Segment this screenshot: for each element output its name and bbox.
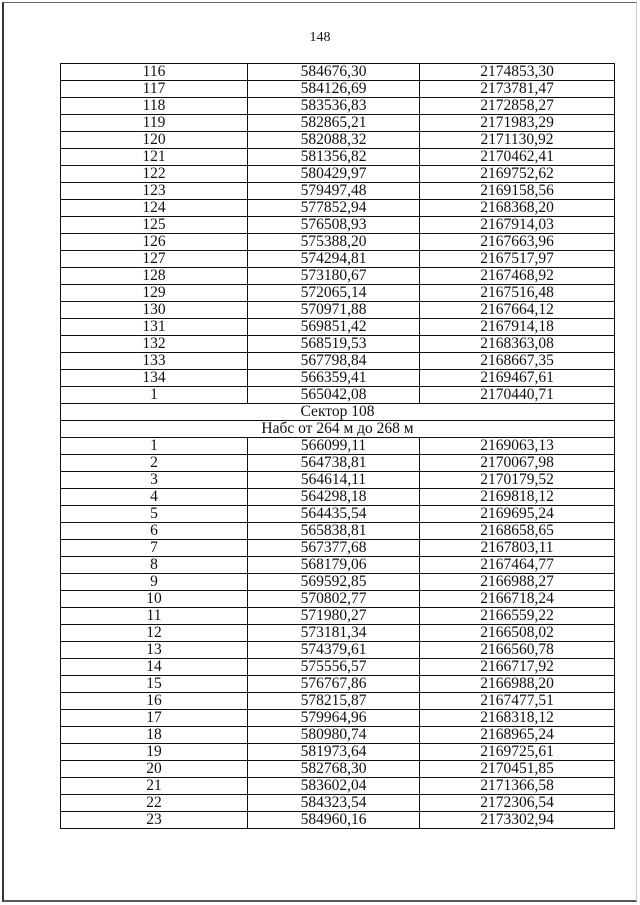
y-coordinate-cell: 2170067,98 <box>420 455 615 472</box>
x-coordinate-cell: 579964,96 <box>248 710 420 727</box>
table-row <box>61 98 615 115</box>
y-coordinate-cell: 2167914,18 <box>420 319 615 336</box>
table-row <box>61 438 615 455</box>
point-number-cell: 10 <box>61 591 248 608</box>
table-row <box>61 574 615 591</box>
y-coordinate-cell: 2167664,12 <box>420 302 615 319</box>
table-row <box>61 183 615 200</box>
point-number-cell: 14 <box>61 659 248 676</box>
y-coordinate-cell: 2167517,97 <box>420 251 615 268</box>
table-row <box>61 676 615 693</box>
point-number-cell: 120 <box>61 132 248 149</box>
page-number: 148 <box>309 30 331 45</box>
x-coordinate-cell: 564298,18 <box>248 489 420 506</box>
table-row <box>61 557 615 574</box>
table-row <box>61 353 615 370</box>
point-number-cell: 124 <box>61 200 248 217</box>
x-coordinate-cell: 570971,88 <box>248 302 420 319</box>
y-coordinate-cell: 2169818,12 <box>420 489 615 506</box>
table-row <box>61 795 615 812</box>
point-number-cell: 17 <box>61 710 248 727</box>
point-number-cell: 9 <box>61 574 248 591</box>
y-coordinate-cell: 2167914,03 <box>420 217 615 234</box>
x-coordinate-cell: 580429,97 <box>248 166 420 183</box>
table-row <box>61 710 615 727</box>
y-coordinate-cell: 2168363,08 <box>420 336 615 353</box>
point-number-cell: 127 <box>61 251 248 268</box>
y-coordinate-cell: 2167477,51 <box>420 693 615 710</box>
y-coordinate-cell: 2167464,77 <box>420 557 615 574</box>
table-body-before-sector <box>61 64 615 404</box>
point-number-cell: 2 <box>61 455 248 472</box>
point-number-cell: 129 <box>61 285 248 302</box>
table-row <box>61 608 615 625</box>
point-number-cell: 6 <box>61 523 248 540</box>
table-row <box>61 64 615 81</box>
point-number-cell: 18 <box>61 727 248 744</box>
y-coordinate-cell: 2167516,48 <box>420 285 615 302</box>
table-row <box>61 659 615 676</box>
y-coordinate-cell: 2170179,52 <box>420 472 615 489</box>
point-number-cell: 128 <box>61 268 248 285</box>
y-coordinate-cell: 2168368,20 <box>420 200 615 217</box>
table-row <box>61 387 615 404</box>
point-number-cell: 130 <box>61 302 248 319</box>
point-number-cell: 3 <box>61 472 248 489</box>
y-coordinate-cell: 2170462,41 <box>420 149 615 166</box>
point-number-cell: 126 <box>61 234 248 251</box>
x-coordinate-cell: 584126,69 <box>248 81 420 98</box>
x-coordinate-cell: 583536,83 <box>248 98 420 115</box>
table-row <box>61 81 615 98</box>
x-coordinate-cell: 567798,84 <box>248 353 420 370</box>
y-coordinate-cell: 2166717,92 <box>420 659 615 676</box>
x-coordinate-cell: 582088,32 <box>248 132 420 149</box>
y-coordinate-cell: 2168658,65 <box>420 523 615 540</box>
y-coordinate-cell: 2171130,92 <box>420 132 615 149</box>
y-coordinate-cell: 2168667,35 <box>420 353 615 370</box>
table-row <box>61 336 615 353</box>
x-coordinate-cell: 568519,53 <box>248 336 420 353</box>
table-row <box>61 268 615 285</box>
x-coordinate-cell: 565838,81 <box>248 523 420 540</box>
table-row <box>61 217 615 234</box>
y-coordinate-cell: 2166988,20 <box>420 676 615 693</box>
y-coordinate-cell: 2167468,92 <box>420 268 615 285</box>
x-coordinate-cell: 584323,54 <box>248 795 420 812</box>
x-coordinate-cell: 564738,81 <box>248 455 420 472</box>
y-coordinate-cell: 2169725,61 <box>420 744 615 761</box>
y-coordinate-cell: 2166508,02 <box>420 625 615 642</box>
table-row <box>61 744 615 761</box>
point-number-cell: 119 <box>61 115 248 132</box>
x-coordinate-cell: 564614,11 <box>248 472 420 489</box>
table-row <box>61 625 615 642</box>
table-row <box>61 489 615 506</box>
table-row <box>61 506 615 523</box>
y-coordinate-cell: 2167663,96 <box>420 234 615 251</box>
point-number-cell: 134 <box>61 370 248 387</box>
point-number-cell: 8 <box>61 557 248 574</box>
x-coordinate-cell: 581356,82 <box>248 149 420 166</box>
x-coordinate-cell: 571980,27 <box>248 608 420 625</box>
table-body-after-sector <box>61 438 615 829</box>
sector-header <box>61 404 615 438</box>
point-number-cell: 15 <box>61 676 248 693</box>
height-range: Набс от 264 м до 268 м <box>61 421 615 438</box>
point-number-cell: 1 <box>61 387 248 404</box>
x-coordinate-cell: 569592,85 <box>248 574 420 591</box>
table-row <box>61 115 615 132</box>
table-row <box>61 693 615 710</box>
x-coordinate-cell: 581973,64 <box>248 744 420 761</box>
x-coordinate-cell: 584676,30 <box>248 64 420 81</box>
x-coordinate-cell: 569851,42 <box>248 319 420 336</box>
y-coordinate-cell: 2173302,94 <box>420 812 615 829</box>
point-number-cell: 132 <box>61 336 248 353</box>
x-coordinate-cell: 564435,54 <box>248 506 420 523</box>
x-coordinate-cell: 582768,30 <box>248 761 420 778</box>
y-coordinate-cell: 2169063,13 <box>420 438 615 455</box>
y-coordinate-cell: 2168318,12 <box>420 710 615 727</box>
sector-title-row <box>61 404 615 421</box>
x-coordinate-cell: 582865,21 <box>248 115 420 132</box>
y-coordinate-cell: 2166559,22 <box>420 608 615 625</box>
sector-title: Сектор 108 <box>61 404 615 421</box>
x-coordinate-cell: 574294,81 <box>248 251 420 268</box>
y-coordinate-cell: 2170440,71 <box>420 387 615 404</box>
y-coordinate-cell: 2169467,61 <box>420 370 615 387</box>
table-row <box>61 523 615 540</box>
x-coordinate-cell: 574379,61 <box>248 642 420 659</box>
x-coordinate-cell: 577852,94 <box>248 200 420 217</box>
table-row <box>61 540 615 557</box>
point-number-cell: 12 <box>61 625 248 642</box>
x-coordinate-cell: 576508,93 <box>248 217 420 234</box>
table-row <box>61 200 615 217</box>
x-coordinate-cell: 567377,68 <box>248 540 420 557</box>
table-row <box>61 166 615 183</box>
y-coordinate-cell: 2172858,27 <box>420 98 615 115</box>
x-coordinate-cell: 572065,14 <box>248 285 420 302</box>
point-number-cell: 19 <box>61 744 248 761</box>
x-coordinate-cell: 573180,67 <box>248 268 420 285</box>
x-coordinate-cell: 570802,77 <box>248 591 420 608</box>
table-row <box>61 251 615 268</box>
point-number-cell: 7 <box>61 540 248 557</box>
table-row <box>61 370 615 387</box>
table-row <box>61 761 615 778</box>
table-row <box>61 455 615 472</box>
point-number-cell: 23 <box>61 812 248 829</box>
x-coordinate-cell: 568179,06 <box>248 557 420 574</box>
x-coordinate-cell: 575388,20 <box>248 234 420 251</box>
point-number-cell: 133 <box>61 353 248 370</box>
table-row <box>61 472 615 489</box>
point-number-cell: 20 <box>61 761 248 778</box>
point-number-cell: 5 <box>61 506 248 523</box>
x-coordinate-cell: 573181,34 <box>248 625 420 642</box>
point-number-cell: 13 <box>61 642 248 659</box>
y-coordinate-cell: 2166988,27 <box>420 574 615 591</box>
point-number-cell: 21 <box>61 778 248 795</box>
point-number-cell: 122 <box>61 166 248 183</box>
point-number-cell: 117 <box>61 81 248 98</box>
x-coordinate-cell: 576767,86 <box>248 676 420 693</box>
table-row <box>61 285 615 302</box>
y-coordinate-cell: 2166718,24 <box>420 591 615 608</box>
point-number-cell: 22 <box>61 795 248 812</box>
y-coordinate-cell: 2167803,11 <box>420 540 615 557</box>
table-row <box>61 132 615 149</box>
x-coordinate-cell: 578215,87 <box>248 693 420 710</box>
y-coordinate-cell: 2166560,78 <box>420 642 615 659</box>
point-number-cell: 123 <box>61 183 248 200</box>
y-coordinate-cell: 2173781,47 <box>420 81 615 98</box>
y-coordinate-cell: 2171366,58 <box>420 778 615 795</box>
table-row <box>61 302 615 319</box>
x-coordinate-cell: 580980,74 <box>248 727 420 744</box>
x-coordinate-cell: 579497,48 <box>248 183 420 200</box>
point-number-cell: 121 <box>61 149 248 166</box>
x-coordinate-cell: 566099,11 <box>248 438 420 455</box>
point-number-cell: 118 <box>61 98 248 115</box>
y-coordinate-cell: 2172306,54 <box>420 795 615 812</box>
x-coordinate-cell: 575556,57 <box>248 659 420 676</box>
x-coordinate-cell: 565042,08 <box>248 387 420 404</box>
y-coordinate-cell: 2169695,24 <box>420 506 615 523</box>
table-row <box>61 727 615 744</box>
point-number-cell: 125 <box>61 217 248 234</box>
point-number-cell: 11 <box>61 608 248 625</box>
point-number-cell: 1 <box>61 438 248 455</box>
y-coordinate-cell: 2169752,62 <box>420 166 615 183</box>
y-coordinate-cell: 2170451,85 <box>420 761 615 778</box>
y-coordinate-cell: 2174853,30 <box>420 64 615 81</box>
table-row <box>61 319 615 336</box>
table-row <box>61 812 615 829</box>
y-coordinate-cell: 2169158,56 <box>420 183 615 200</box>
height-range-row <box>61 421 615 438</box>
table-row <box>61 234 615 251</box>
point-number-cell: 116 <box>61 64 248 81</box>
point-number-cell: 131 <box>61 319 248 336</box>
table-row <box>61 778 615 795</box>
x-coordinate-cell: 583602,04 <box>248 778 420 795</box>
point-number-cell: 4 <box>61 489 248 506</box>
y-coordinate-cell: 2168965,24 <box>420 727 615 744</box>
table-row <box>61 591 615 608</box>
x-coordinate-cell: 566359,41 <box>248 370 420 387</box>
table-row <box>61 642 615 659</box>
coordinates-table <box>60 63 615 829</box>
y-coordinate-cell: 2171983,29 <box>420 115 615 132</box>
point-number-cell: 16 <box>61 693 248 710</box>
x-coordinate-cell: 584960,16 <box>248 812 420 829</box>
table-row <box>61 149 615 166</box>
